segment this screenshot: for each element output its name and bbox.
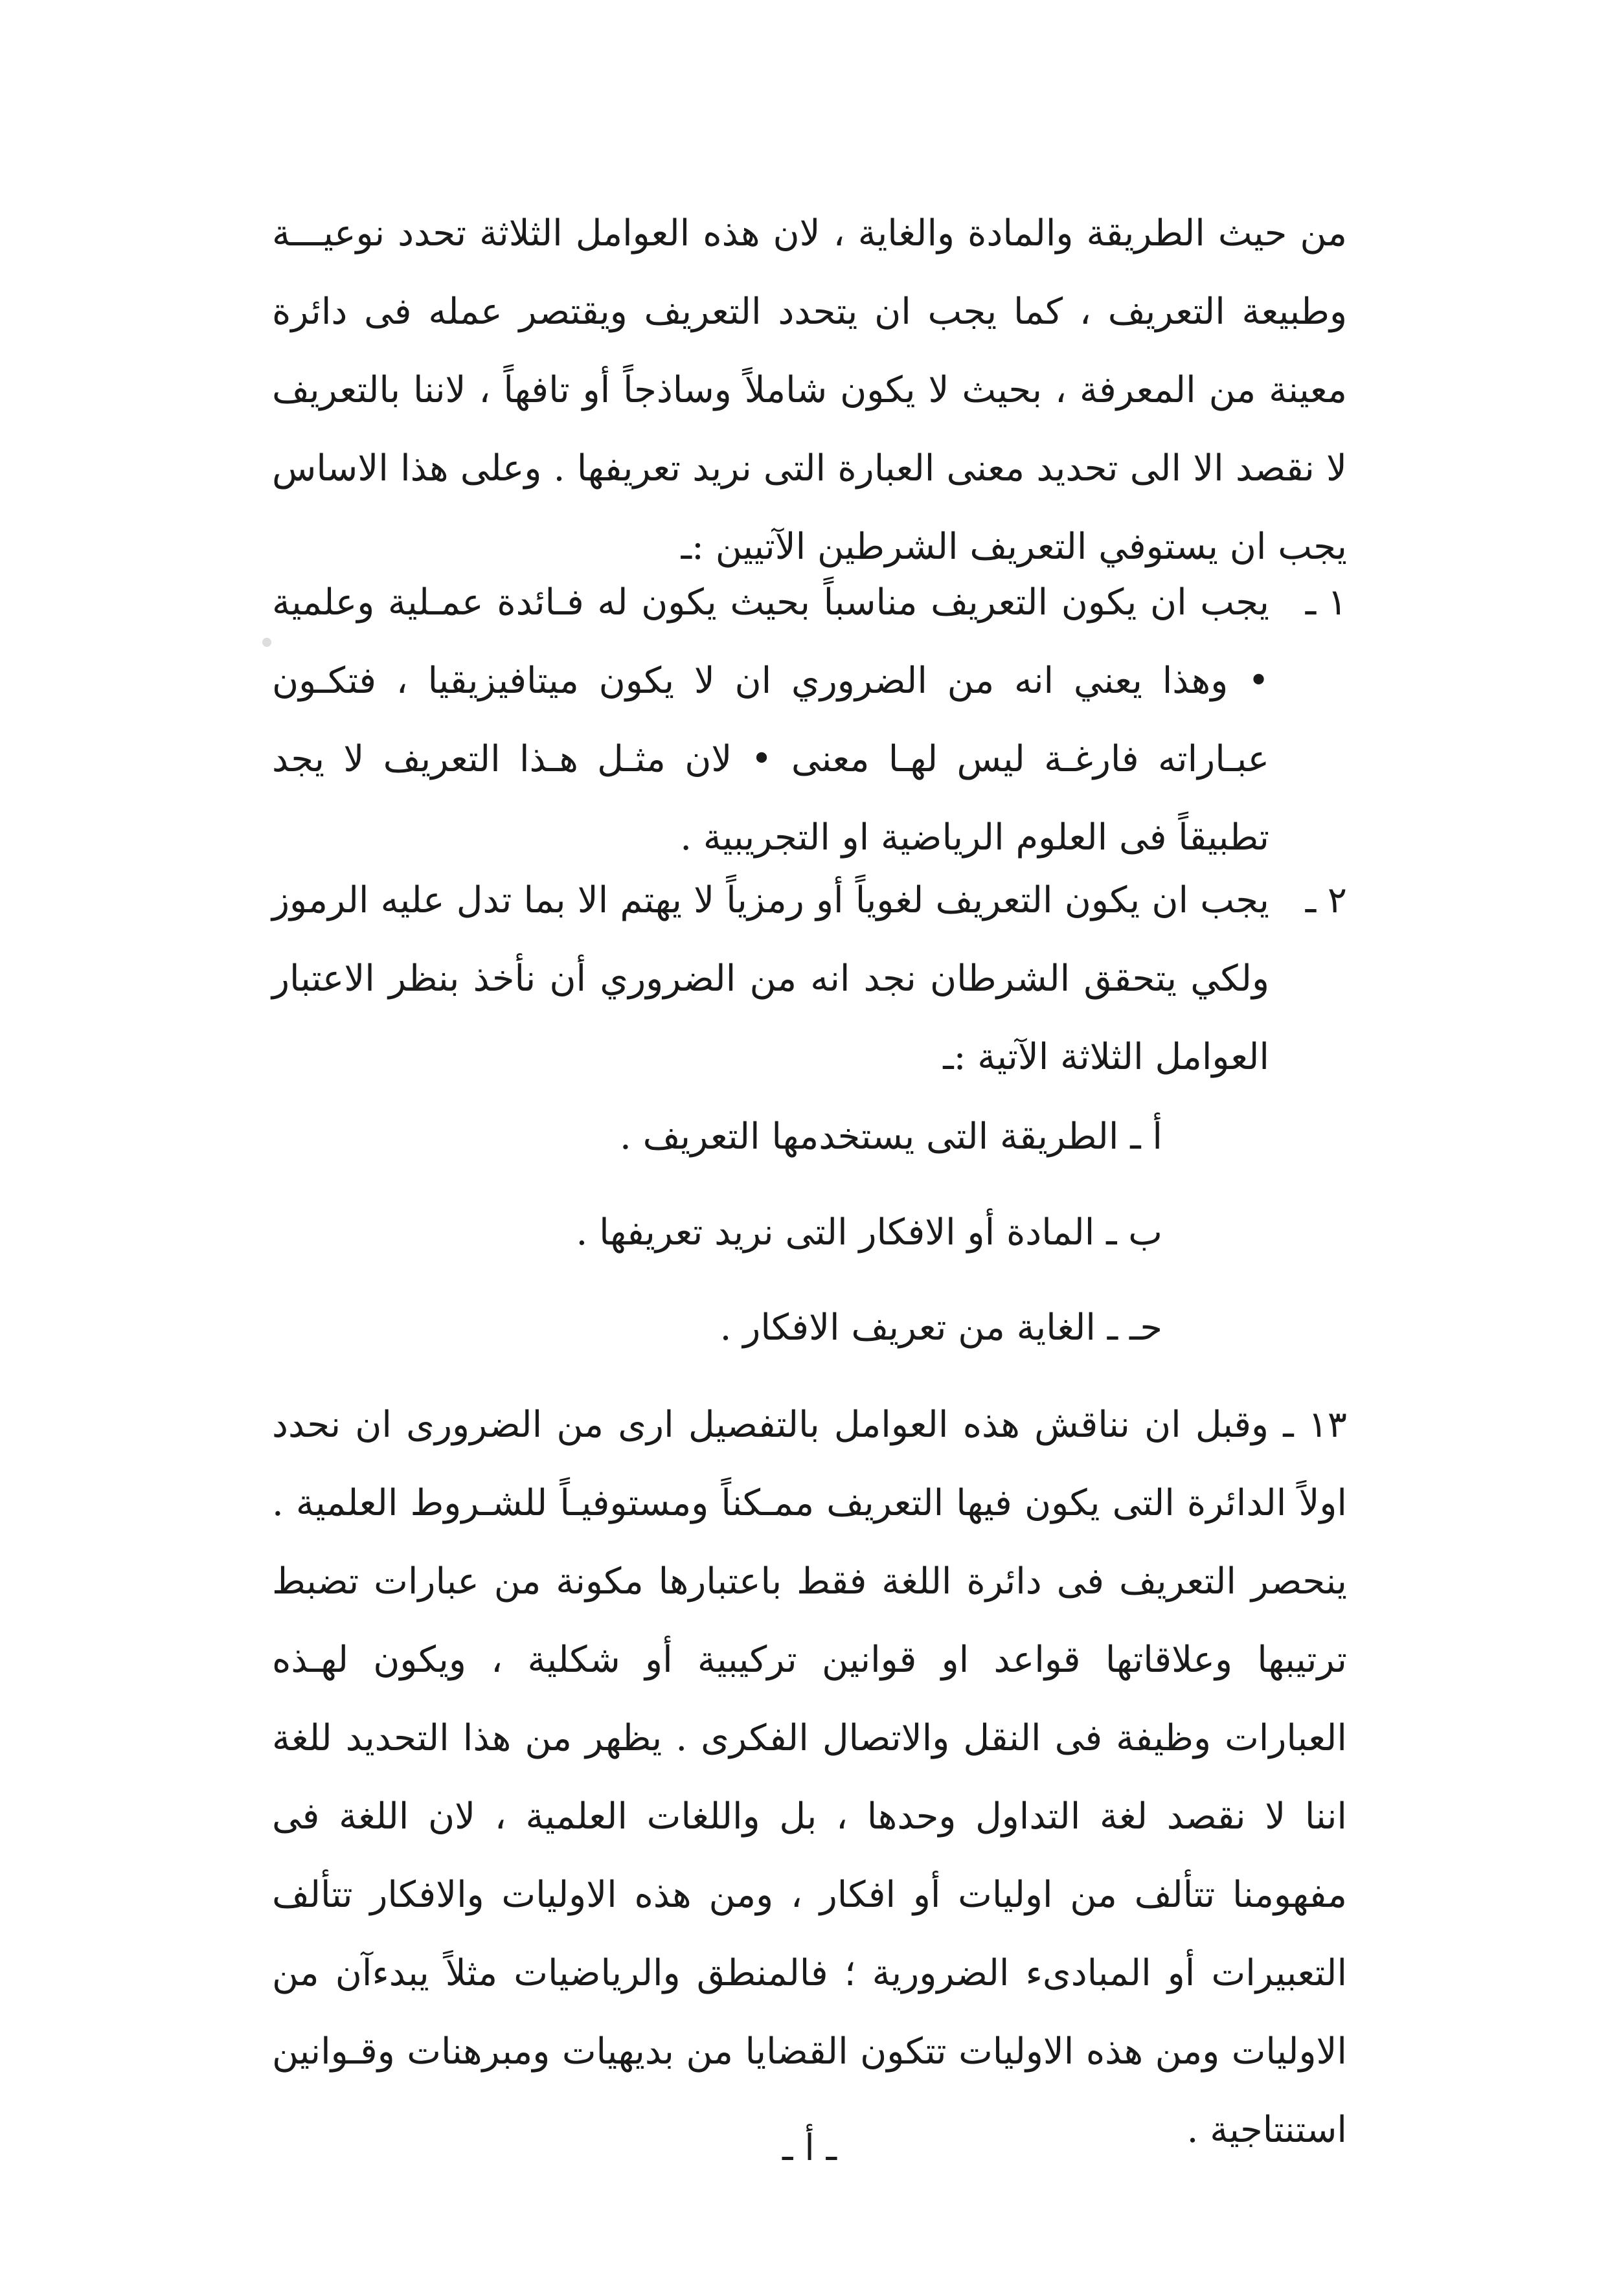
- intro-paragraph: من حيث الطريقة والمادة والغاية ، لان هذه العوامل الثلاثة تحدد نوعيـــة وطبيعة التعريف ، كما يجب ان يتحدد التعريف ويقتصر عمله فى دائرة معينة من المعرفة ، بحيث لا يكون شاملاً وساذجاً أو تافهاً ، لاننا بالتعريف لا نقصد الا الى تحديد معنى العبارة التى نريد تعريفها . وعلى هذا الاساس يجب ان يستوفي التعريف الشرطين الآتيين :ـ: [272, 212, 1347, 568]
- list-item-text: يجب ان يكون التعريف لغوياً أو رمزياً لا يهتم الا بما تدل عليه الرموز ولكي يتحقق الشرطان نجد انه من الضروري أن نأخذ بنظر الاعتبار العوامل الثلاثة الآتية :ـ: [272, 879, 1269, 1078]
- scan-speck: [262, 638, 271, 647]
- sub-item-a: أ ـ الطريقة التى يستخدمها التعريف .: [619, 1116, 1162, 1158]
- page-number: ـ أ ـ: [782, 2127, 837, 2169]
- sub-item-c: حـ ـ الغاية من تعريف الافكار .: [719, 1307, 1162, 1349]
- sub-item-b: ب ـ المادة أو الافكار التى نريد تعريفها .: [576, 1211, 1162, 1254]
- paragraph-13: ١٣ ـ وقبل ان نناقش هذه العوامل بالتفصيل ارى من الضرورى ان نحدد اولاً الدائرة التى يكون فيها التعريف ممـكناً ومستوفيـاً للشـروط العلمية . ينحصر التعريف فى دائرة اللغة فقط باعتبارها مكونة من عبارات تضبط ترتيبها وعلاقاتها قواعد او قوانين تركيبية أو شكلية ، ويكون لهـذه العبارات وظيفة فى النقل والاتصال الفكرى . يظهر من هذا التحديد للغة اننا لا نقصد لغة التداول وحدها ، بل واللغات العلمية ، لان اللغة فى مفهومنا تتألف من اوليات أو افكار ، ومن هذه الاوليات والافكار تتألف التعبيرات أو المبادىء الضرورية ؛ فالمنطق والرياضيات مثلاً يبدءآن من الاوليات ومن هذه الاوليات تتكون القضايا من بديهيات ومبرهنات وقـوانين استنتاجية .: [272, 1404, 1348, 2151]
- list-item-text: يجب ان يكون التعريف مناسباً بحيث يكون له فـائدة عمـلية وعلمية • وهذا يعني انه من الضروري ان لا يكون ميتافيزيقيا ، فتكـون عبـاراته فارغـة ليس لهـا معنى • لان مثـل هـذا التعريف لا يجد تطبيقاً فى العلوم الرياضية او التجريبية .: [272, 581, 1269, 859]
- list-item-1: [272, 563, 1347, 877]
- list-item-number: ٢ ـ: [1305, 879, 1347, 921]
- list-item-2: [272, 861, 1347, 1096]
- list-item-number: ١ ـ: [1305, 581, 1347, 624]
